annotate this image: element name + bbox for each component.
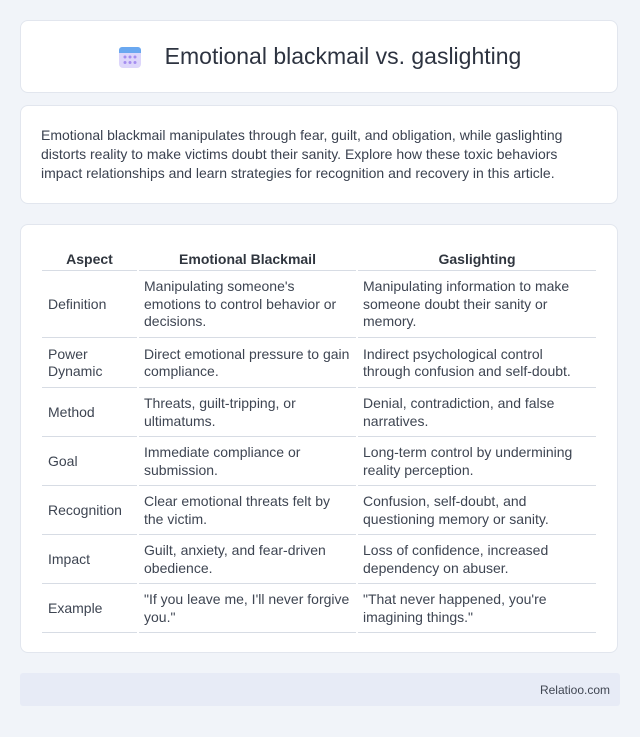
- cell-emotional-blackmail: Immediate compliance or submission.: [139, 437, 356, 486]
- table-row: [42, 271, 596, 338]
- table-row: [42, 338, 596, 388]
- title-card: [20, 20, 618, 93]
- table-row: [42, 535, 596, 584]
- cell-emotional-blackmail: Clear emotional threats felt by the victim.: [139, 486, 356, 535]
- cell-emotional-blackmail: Guilt, anxiety, and fear-driven obedience.: [139, 535, 356, 584]
- comparison-table-card: [20, 224, 618, 653]
- column-header-emotional-blackmail: Emotional Blackmail: [139, 246, 356, 271]
- cell-gaslighting: Manipulating information to make someone doubt their sanity or memory.: [358, 271, 596, 338]
- cell-gaslighting: Confusion, self-doubt, and questioning memory or sanity.: [358, 486, 596, 535]
- page-title: Emotional blackmail vs. gaslighting: [164, 43, 522, 69]
- cell-emotional-blackmail: Manipulating someone's emotions to control behavior or decisions.: [139, 271, 356, 338]
- cell-aspect: Definition: [42, 271, 137, 338]
- cell-gaslighting: Denial, contradiction, and false narratives.: [358, 388, 596, 437]
- table-header-row: [42, 246, 596, 271]
- table-row: [42, 584, 596, 633]
- table-row: [42, 437, 596, 486]
- cell-aspect: Goal: [42, 437, 137, 486]
- cell-emotional-blackmail: Threats, guilt-tripping, or ultimatums.: [139, 388, 356, 437]
- cell-gaslighting: Long-term control by undermining reality perception.: [358, 437, 596, 486]
- cell-gaslighting: "That never happened, you're imagining things.": [358, 584, 596, 633]
- cell-gaslighting: Loss of confidence, increased dependency on abuser.: [358, 535, 596, 584]
- column-header-gaslighting: Gaslighting: [358, 246, 596, 271]
- cell-emotional-blackmail: "If you leave me, I'll never forgive you.": [139, 584, 356, 633]
- cell-aspect: Example: [42, 584, 137, 633]
- cell-aspect: Impact: [42, 535, 137, 584]
- cell-emotional-blackmail: Direct emotional pressure to gain compliance.: [139, 338, 356, 388]
- table-row: [42, 388, 596, 437]
- cell-aspect: Power Dynamic: [42, 338, 137, 388]
- intro-text: Emotional blackmail manipulates through fear, guilt, and obligation, while gaslighting distorts reality to make victims doubt their sanity. Explore how these toxic behaviors impact relationships and learn strategies for recognition and recovery in this article.: [41, 127, 563, 182]
- footer-brand: Relatioo.com: [539, 682, 610, 697]
- column-header-aspect: Aspect: [42, 246, 137, 271]
- cell-aspect: Method: [42, 388, 137, 437]
- calendar-icon: [117, 44, 143, 70]
- cell-aspect: Recognition: [42, 486, 137, 535]
- footer-bar: [20, 673, 620, 706]
- table-row: [42, 486, 596, 535]
- intro-card: [20, 105, 618, 204]
- comparison-table: [40, 246, 598, 633]
- cell-gaslighting: Indirect psychological control through confusion and self-doubt.: [358, 338, 596, 388]
